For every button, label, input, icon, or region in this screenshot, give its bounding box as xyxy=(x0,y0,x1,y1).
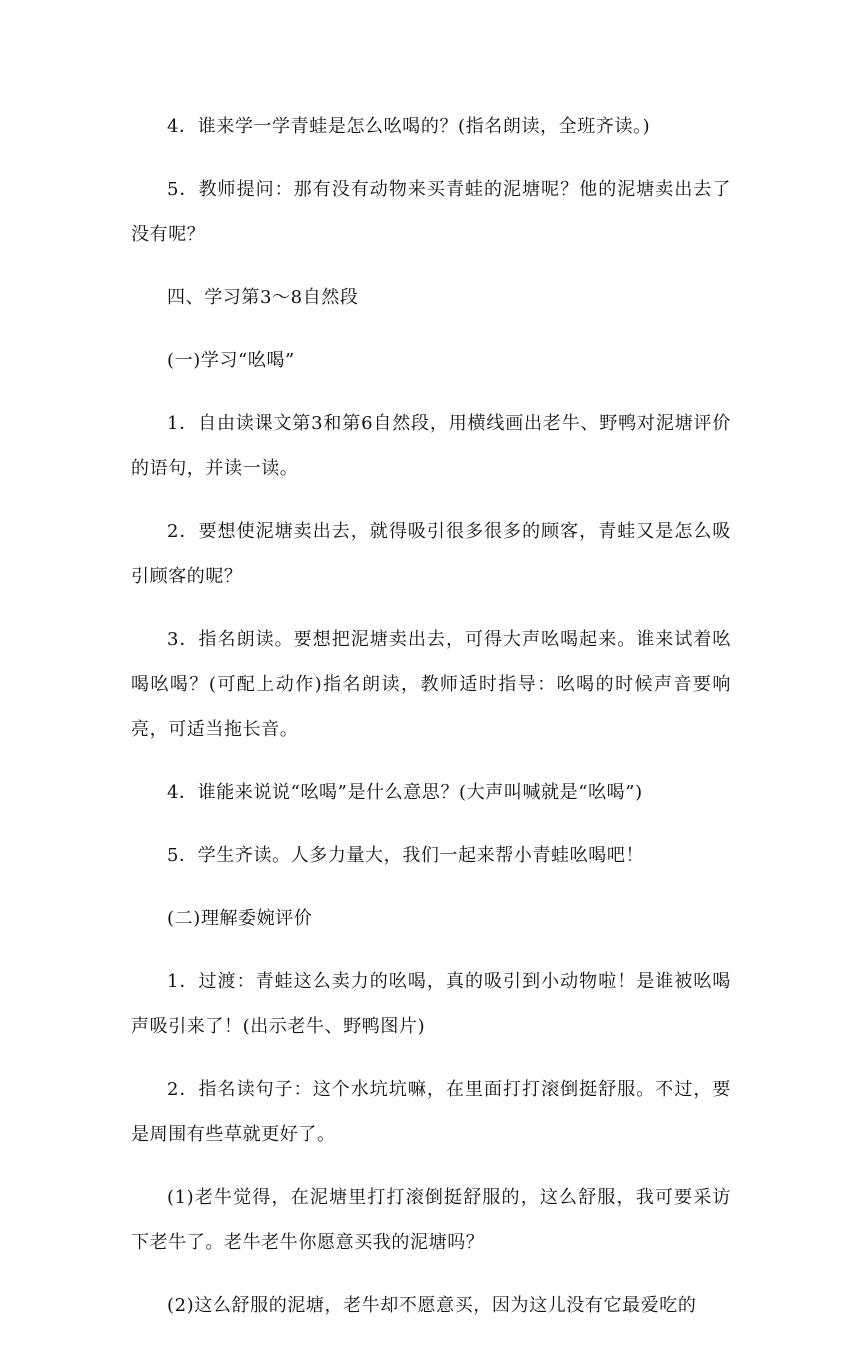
paragraph-step-5-question: 5．教师提问：那有没有动物来买青蛙的泥塘呢？他的泥塘卖出去了没有呢？ xyxy=(131,179,731,245)
paragraph-item-3-read-aloud: 3．指名朗读。要想把泥塘卖出去，可得大声吆喝起来。谁来试着吆喝吆喝？(可配上动作)指名朗读，教师适时指导：吆喝的时候声音要响亮，可适当拖长音。 xyxy=(131,629,731,740)
paragraph-sub-2-comfortable: (2)这么舒服的泥塘，老牛却不愿意买，因为这儿没有它最爱吃的 xyxy=(167,1295,697,1316)
paragraph-item-5-group-reading: 5．学生齐读。人多力量大，我们一起来帮小青蛙吆喝吧！ xyxy=(167,845,645,866)
subsection-heading-one: (一)学习“吆喝” xyxy=(167,350,295,371)
paragraph-step-4-imitate: 4．谁来学一学青蛙是怎么吆喝的？(指名朗读，全班齐读。) xyxy=(167,116,651,137)
paragraph-item-2-attract: 2．要想使泥塘卖出去，就得吸引很多很多的顾客，青蛙又是怎么吸引顾客的呢？ xyxy=(131,521,731,587)
document-page xyxy=(131,104,731,1346)
paragraph-item-1-free-reading: 1．自由读课文第3和第6自然段，用横线画出老牛、野鸭对泥塘评价的语句，并读一读。 xyxy=(131,413,731,479)
paragraph-item-1-transition: 1．过渡：青蛙这么卖力的吆喝，真的吸引到小动物啦！是谁被吆喝声吸引来了！(出示老牛、野鸭图片) xyxy=(131,971,731,1037)
paragraph-item-2-sentence: 2．指名读句子：这个水坑坑嘛，在里面打打滚倒挺舒服。不过，要是周围有些草就更好了。 xyxy=(131,1079,731,1145)
paragraph-item-4-meaning: 4．谁能来说说“吆喝”是什么意思？(大声叫喊就是“吆喝”) xyxy=(167,782,643,803)
paragraph-sub-1-old-cow: (1)老牛觉得，在泥塘里打打滚倒挺舒服的，这么舒服，我可要采访下老牛了。老牛老牛你愿意买我的泥塘吗？ xyxy=(131,1187,731,1253)
section-heading-four: 四、学习第3～8自然段 xyxy=(167,287,359,308)
subsection-heading-two: (二)理解委婉评价 xyxy=(167,908,313,929)
